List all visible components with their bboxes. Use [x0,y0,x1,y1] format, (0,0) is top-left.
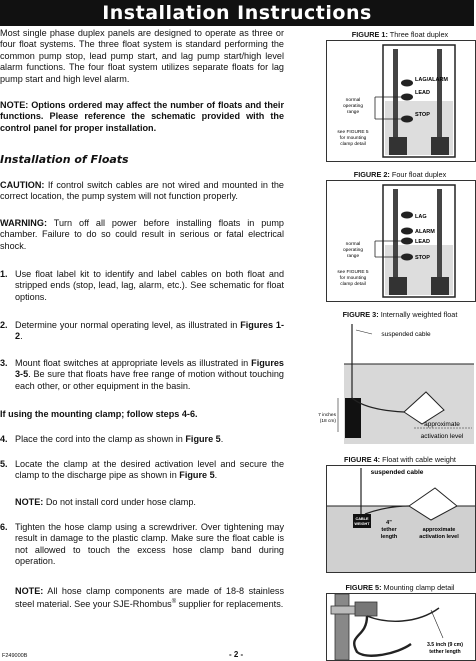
step-5 [0,459,284,482]
tether-label-3: length [380,534,398,540]
see-fig5-1: see FIGURE 5 [337,130,369,135]
figure-2-caption: FIGURE 2: Four float duplex [353,170,447,179]
figure-4-caption: FIGURE 4: Float with cable weight [344,455,456,464]
figure-1 [326,40,476,162]
see-fig5-2: for mounting [339,136,367,141]
warning-paragraph [0,218,284,252]
step-text: Tighten the hose clamp using a screwdriver. Over tightening may result in damage to the plastic clamp. Make sure the float cable is not allowed to touch the excess hose clamp band during operation. [15,522,284,567]
step-6-note: NOTE: All hose clamp components are made of 18-8 stainless steel material. See your SJE-Rhombus® supplier for replacements. [15,586,284,610]
step-6 [0,522,284,568]
step-number: 2. [0,320,8,330]
step-3 [0,358,284,392]
step-number: 1. [0,269,8,279]
suspended-cable-label: suspended cable [381,331,431,338]
activation-label-2: activation level [419,534,459,540]
weighted-float-diagram [318,320,474,444]
label-lead: LEAD [415,239,430,245]
clamp-heading: If using the mounting clamp; follow steps 4-6. [0,409,198,419]
tether-label-2: tether [381,527,397,533]
step-number: 6. [0,522,8,532]
warning-text: Turn off all power before installing floats in pump chamber. Failure to do so could result in serious or fatal electrical shock. [0,218,284,251]
warning-label: WARNING: [0,218,47,228]
step-text: Locate the clamp at the desired activation level and secure the clamp to the discharge pipe as shown in Figure 5. [15,459,284,481]
range-label-1: normal [345,98,361,103]
tether-label-1: 7 inches [318,413,336,418]
figure-2 [326,180,476,302]
see-fig5-3: clamp detail [340,282,366,287]
three-float-diagram [327,41,475,161]
activation-label-1: approximate [424,421,460,428]
step-2 [0,320,284,343]
figure-3 [318,320,474,444]
range-label-2: operating [342,104,364,109]
caution-paragraph [0,180,284,203]
label-stop: STOP [415,255,430,261]
label-lag-alarm: LAG/ALARM [415,77,448,83]
figure-5-caption: FIGURE 5: Mounting clamp detail [345,583,455,592]
see-fig5-3: clamp detail [340,142,366,147]
cable-weight-label-2: WEIGHT [354,522,370,526]
step-text: Place the cord into the clamp as shown in Figure 5. [15,434,224,444]
step-5-note: NOTE: Do not install cord under hose clamp. [15,497,196,507]
cable-weight-label-1: CABLE [355,517,369,521]
cable-weight-diagram [327,466,475,572]
tether-label-1: 4" [386,520,392,526]
four-float-diagram [327,181,475,301]
label-lag: LAG [415,214,427,220]
document-code: F249000B [2,653,28,659]
tether-length-label-2: tether length [429,649,461,655]
activation-label-2: activation level [420,433,464,440]
caution-label: CAUTION: [0,180,45,190]
figure-3-caption: FIGURE 3: Internally weighted float [342,310,458,319]
see-fig5-2: for mounting [339,276,367,281]
step-text: Mount float switches at appropriate levels as illustrated in Figures 3-5. Be sure that floats have free range of motion without touching each other, or other equipment in the basin. [15,358,284,391]
step-number: 5. [0,459,8,469]
tether-label-2: (18 cm) [319,419,336,424]
label-alarm: ALARM [415,229,435,235]
options-note: NOTE: Options ordered may affect the number of floats and their functions. Please reference the schematic provided with the control panel for proper installation. [0,100,284,133]
page-number: - 2 - [229,650,244,659]
label-lead: LEAD [415,90,430,96]
figure-5 [326,593,476,661]
step-text: Determine your normal operating level, as illustrated in Figures 1-2. [15,320,284,342]
section-heading: Installation of Floats [0,153,129,166]
tether-length-label-1: 3.5 inch (9 cm) [426,642,464,648]
step-number: 3. [0,358,8,368]
range-label-3: range [346,110,360,115]
step-1 [0,269,284,303]
range-label-1: normal [345,242,361,247]
mounting-clamp-diagram [327,594,475,660]
range-label-3: range [346,254,360,259]
step-4 [0,434,284,445]
intro-paragraph: Most single phase duplex panels are designed to operate as three or four float systems. The three float system is standard performing the common pump stop, lead pump start, and lag pump start/high level alarm functions. The four float system utilizes separate floats for lag pump start and high level alarm. [0,28,284,84]
page-title: Installation Instructions [0,0,474,26]
see-fig5-1: see FIGURE 5 [337,270,369,275]
step-text: Use float label kit to identify and label cables on both float and stripped ends (stop, lead, lag, alarm, etc.). See schematic for float options. [15,269,284,302]
caution-text: If control switch cables are not wired and mounted in the correct location, the pump system will not function properly. [0,180,284,202]
range-label-2: operating [342,248,364,253]
step-number: 4. [0,434,8,444]
suspended-cable-label: suspended cable [370,469,424,476]
label-stop: STOP [415,112,430,118]
figure-4 [326,465,476,573]
figure-1-caption: FIGURE 1: Three float duplex [351,30,449,39]
activation-label-1: approximate [422,527,456,533]
